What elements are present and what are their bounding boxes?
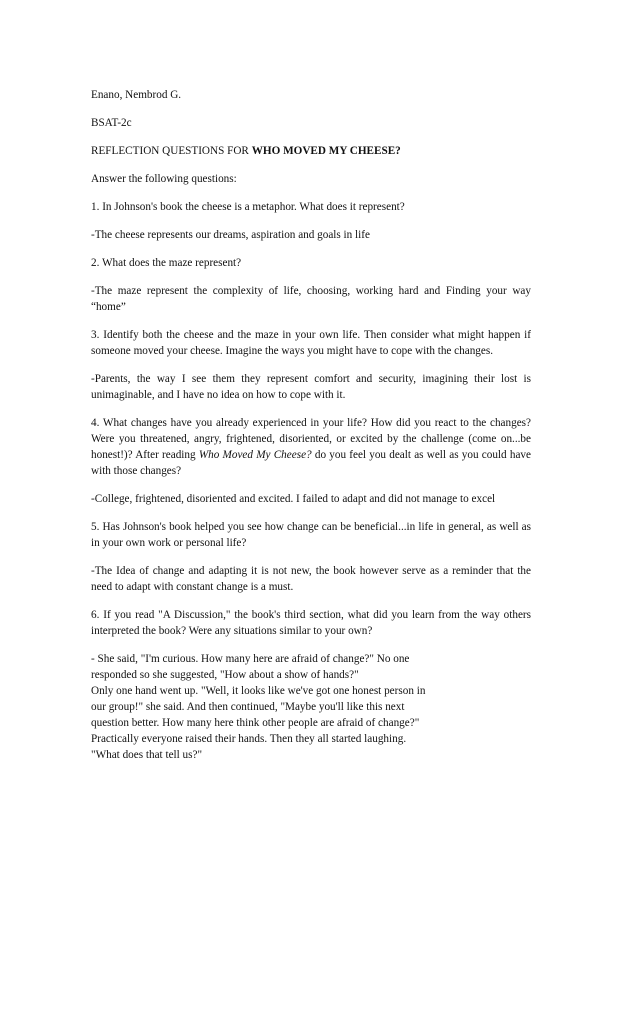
- question-4: [91, 415, 531, 479]
- answer-6-line: Practically everyone raised their hands. Then they all started laughing.: [91, 733, 407, 745]
- answer-4: -College, frightened, disoriented and excited. I failed to adapt and did not manage to excel: [91, 493, 496, 505]
- heading-book-title: WHO MOVED MY CHEESE?: [251, 145, 401, 157]
- answer-6-line: our group!" she said. And then continued, "Maybe you'll like this next: [91, 701, 405, 713]
- answer-2: -The maze represent the complexity of life, choosing, working hard and Finding your way “home”: [91, 285, 531, 313]
- instructions: Answer the following questions:: [91, 173, 237, 185]
- answer-5: -The Idea of change and adapting it is not new, the book however serve as a reminder that the need to adapt with constant change is a must.: [91, 565, 531, 593]
- document-page: [91, 87, 531, 775]
- answer-6-line: Only one hand went up. "Well, it looks like we've got one honest person in: [91, 685, 426, 697]
- answer-6: [91, 651, 531, 763]
- answer-3: -Parents, the way I see them they represent comfort and security, imagining their lost is unimaginable, and I have no idea on how to cope with it.: [91, 373, 531, 401]
- question-3: 3. Identify both the cheese and the maze in your own life. Then consider what might happen if someone moved your cheese. Imagine the ways you might have to cope with the changes.: [91, 329, 531, 357]
- question-5: 5. Has Johnson's book helped you see how change can be beneficial...in life in general, as well as in your own work or personal life?: [91, 521, 531, 549]
- question-2: 2. What does the maze represent?: [91, 257, 242, 269]
- question-4-part-2: do you feel you dealt as well as you could have with those changes?: [91, 449, 531, 477]
- answer-1: -The cheese represents our dreams, aspiration and goals in life: [91, 229, 370, 241]
- student-section: BSAT-2c: [91, 117, 132, 129]
- document-heading: [91, 143, 531, 159]
- answer-6-line: "What does that tell us?": [91, 749, 203, 761]
- heading-prefix: REFLECTION QUESTIONS FOR: [91, 145, 252, 157]
- student-name: Enano, Nembrod G.: [91, 89, 182, 101]
- question-4-part-1: 4. What changes have you already experienced in your life? How did you react to the changes? Were you threatened, angry, frightened, disoriented, or excited by the challenge (come on...be honest!)? After reading: [91, 417, 531, 461]
- answer-6-line: - She said, "I'm curious. How many here are afraid of change?" No one: [91, 653, 410, 665]
- question-1: 1. In Johnson's book the cheese is a metaphor. What does it represent?: [91, 201, 405, 213]
- answer-6-line: question better. How many here think other people are afraid of change?": [91, 717, 420, 729]
- answer-6-line: responded so she suggested, "How about a show of hands?": [91, 669, 359, 681]
- question-4-book-title: Who Moved My Cheese?: [198, 449, 312, 461]
- question-6: 6. If you read "A Discussion," the book's third section, what did you learn from the way others interpreted the book? Were any situations similar to your own?: [91, 609, 531, 637]
